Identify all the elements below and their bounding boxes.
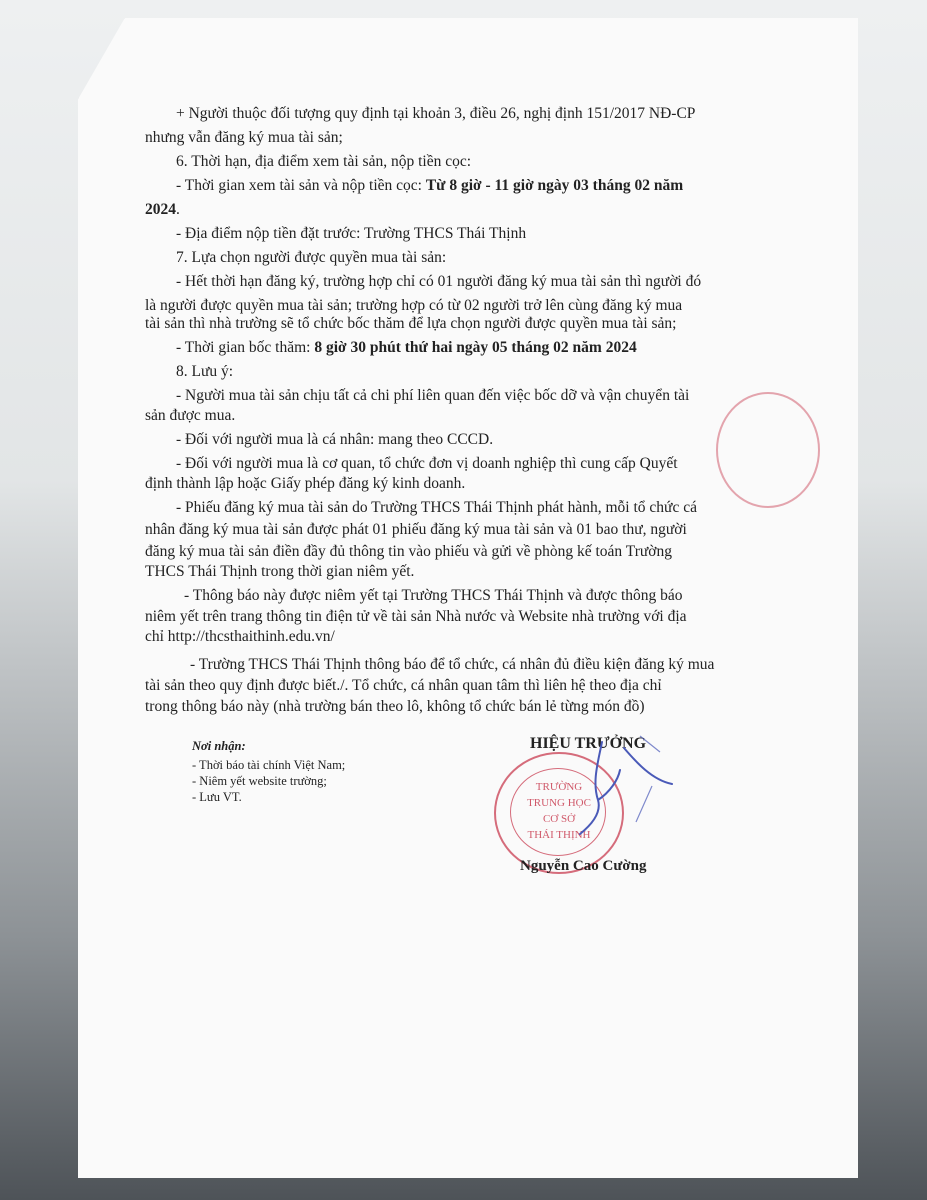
text-line: - Đối với người mua là cơ quan, tổ chức đơn vị doanh nghiệp thì cung cấp Quyết [176, 455, 678, 472]
text-line: + Người thuộc đối tượng quy định tại khoản 3, điều 26, nghị định 151/2017 NĐ-CP [176, 105, 696, 122]
recipient-item: - Thời báo tài chính Việt Nam; [192, 758, 346, 772]
signer-name: Nguyễn Cao Cường [520, 858, 647, 874]
handwritten-signature [540, 722, 680, 852]
text-line [176, 176, 683, 196]
recipient-item: - Niêm yết website trường; [192, 774, 327, 788]
text-line: - Thông báo này được niêm yết tại Trường THCS Thái Thịnh và được thông báo [184, 587, 683, 604]
signature-title: HIỆU TRƯỞNG [530, 735, 647, 752]
text-line: tài sản theo quy định được biết./. Tổ chức, cá nhân quan tâm thì liên hệ theo địa chỉ [145, 677, 662, 694]
text-span: . [176, 201, 180, 218]
text-span: - Thời gian xem tài sản và nộp tiền cọc: [176, 177, 426, 194]
bold-text: 2024 [145, 201, 176, 218]
text-span: - Thời gian bốc thăm: [176, 339, 315, 356]
bold-text: Từ 8 giờ - 11 giờ ngày 03 tháng 02 năm [425, 177, 684, 194]
text-line: tài sản thì nhà trường sẽ tổ chức bốc thăm để lựa chọn người được quyền mua tài sản; [145, 315, 677, 332]
text-line: 6. Thời hạn, địa điểm xem tài sản, nộp tiền cọc: [176, 153, 472, 170]
text-line: chỉ http://thcsthaithinh.edu.vn/ [145, 628, 335, 645]
stamp-line: THÁI THỊNH [527, 829, 591, 841]
text-line: trong thông báo này (nhà trường bán theo lô, không tổ chức bán lẻ từng món đồ) [145, 698, 645, 715]
text-line: - Trường THCS Thái Thịnh thông báo để tổ chức, cá nhân đủ điều kiện đăng ký mua [190, 656, 715, 673]
text-line [176, 338, 637, 358]
recipient-item: - Lưu VT. [192, 790, 242, 804]
text-line: nhân đăng ký mua tài sản được phát 01 phiếu đăng ký mua tài sản và 01 bao thư, người [145, 521, 687, 538]
stamp-line: CƠ SỞ [542, 813, 576, 825]
text-line: THCS Thái Thịnh trong thời gian niêm yết. [145, 563, 415, 580]
text-line: 7. Lựa chọn người được quyền mua tài sản: [176, 249, 447, 266]
text-line: nhưng vẫn đăng ký mua tài sản; [145, 129, 343, 146]
text-line: - Hết thời hạn đăng ký, trường hợp chỉ có 01 người đăng ký mua tài sản thì người đó [176, 273, 702, 290]
text-line: sản được mua. [145, 407, 236, 424]
recipients-heading: Nơi nhận: [192, 739, 246, 753]
text-line: đăng ký mua tài sản điền đầy đủ thông tin vào phiếu và gửi về phòng kế toán Trường [145, 543, 672, 560]
stamp-line: TRƯỜNG [535, 781, 583, 793]
text-line [145, 200, 180, 220]
text-line: - Người mua tài sản chịu tất cả chi phí liên quan đến việc bốc dỡ và vận chuyển tài [176, 387, 690, 404]
text-line: - Phiếu đăng ký mua tài sản do Trường THCS Thái Thịnh phát hành, mỗi tổ chức cá [176, 499, 697, 516]
text-line: định thành lập hoặc Giấy phép đăng ký kinh doanh. [145, 475, 466, 492]
bold-text: 8 giờ 30 phút thứ hai ngày 05 tháng 02 năm 2024 [314, 339, 637, 356]
text-line: - Địa điểm nộp tiền đặt trước: Trường THCS Thái Thịnh [176, 225, 527, 242]
text-line: là người được quyền mua tài sản; trường hợp có từ 02 người trở lên cùng đăng ký mua [145, 297, 683, 314]
text-line: 8. Lưu ý: [176, 363, 234, 380]
margin-stamp [716, 392, 820, 508]
text-line: niêm yết trên trang thông tin điện tử về tài sản Nhà nước và Website nhà trường với địa [145, 608, 687, 625]
stamp-line: TRUNG HỌC [527, 797, 591, 809]
text-line: - Đối với người mua là cá nhân: mang theo CCCD. [176, 431, 494, 448]
